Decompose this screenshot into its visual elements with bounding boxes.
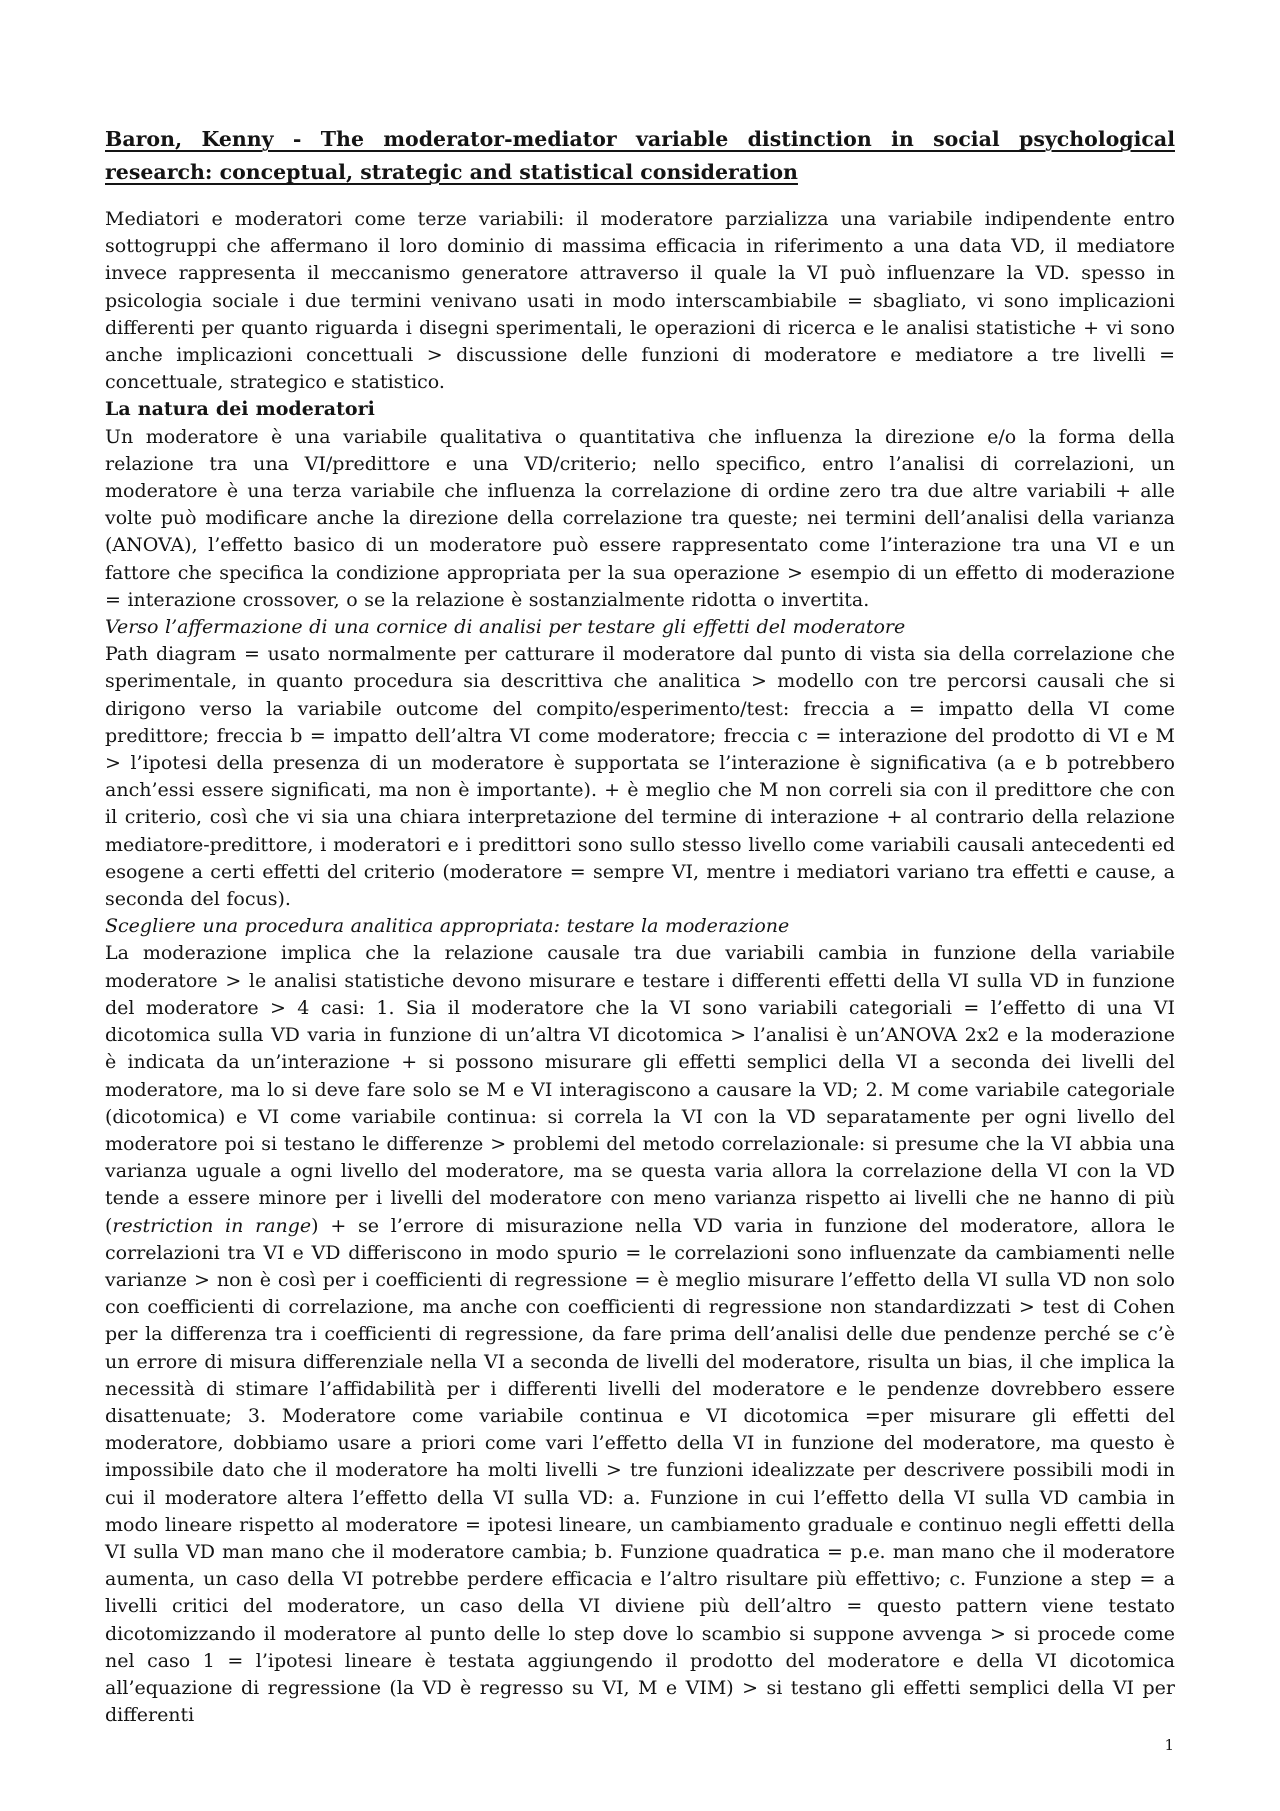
restriction-in-range-italic: restriction in range — [112, 1214, 312, 1237]
moderazione-text-2: ) + se l’errore di misurazione nella VD varia in funzione del moderatore, allora le correlazioni tra VI e VD differiscono in modo spurio = le correlazioni sono influenzate da cambiamenti nelle varianze > non è così per i coefficienti di regressione = è meglio misurare l’effetto della VI sulla VD non solo con coefficienti di correlazione, ma anche con coefficienti di regressione non standardizzati > test di Cohen per la differenza tra i coefficienti di regressione, da fare prima dell’analisi delle due pendenze perché se c’è un errore di misura differenziale nella VI a seconda de livelli del moderatore, risulta un bias, il che implica la necessità di stimare l’affidabilità per i differenti livelli del moderatore e le pendenze dovrebbero essere disattenuate; 3. Moderatore come variabile continua e VI dicotomica =per misurare gli effetti del moderatore, dobbiamo usare a priori come vari l’effetto della VI in funzione del moderatore, ma questo è impossibile dato che il moderatore ha molti livelli > tre funzioni idealizzate per descrivere possibili modi in cui il moderatore altera l’effetto della VI sulla VD: a. Funzione in cui l’effetto della VI sulla VD cambia in modo lineare rispetto al moderatore = ipotesi lineare, un cambiamento graduale e continuo negli effetti della VI sulla VD man mano che il moderatore cambia; b. Funzione quadratica = p.e. man mano che il moderatore aumenta, un caso della VI potrebbe perdere efficacia e l’altro risultare più effettivo; c. Funzione a step = a livelli critici del moderatore, un caso della VI diviene più dell’altro = questo pattern viene testato dicotomizzando il moderatore al punto delle lo step dove lo scambio si suppone avvenga > si procede come nel caso 1 = l’ipotesi lineare è testata aggiungendo il prodotto del moderatore e della VI dicotomica all’equazione di regressione (la VD è regresso su VI, M e VIM) > si testano gli effetti semplici della VI per differenti — [105, 1214, 1175, 1727]
section-heading-verso-affermazione: Verso l’affermazione di una cornice di analisi per testare gli effetti del moderatore — [105, 616, 906, 639]
paragraph-natura-moderatori: Un moderatore è una variabile qualitativa o quantitativa che influenza la direzione e/o la forma della relazione tra una VI/predittore e una VD/criterio; nello specifico, entro l’analisi di correlazioni, un moderatore è una terza variabile che influenza la correlazione di ordine zero tra due altre variabili + alle volte può modificare anche la direzione della correlazione tra queste; nei termini dell’analisi della varianza (ANOVA), l’effetto basico di un moderatore può essere rappresentato come l’interazione tra una VI e un fattore che specifica la condizione appropriata per la sua operazione > esempio di un effetto di moderazione = interazione crossover, o se la relazione è sostanzialmente ridotta o invertita. — [105, 425, 1175, 611]
paragraph-moderazione — [105, 940, 1175, 1729]
document-content — [105, 123, 1175, 1729]
document-body — [105, 206, 1175, 1729]
moderazione-text-1: La moderazione implica che la relazione causale tra due variabili cambia in funzione della variabile moderatore > le analisi statistiche devono misurare e testare i differenti effetti della VI sulla VD in funzione del moderatore > 4 casi: 1. Sia il moderatore che la VI sono variabili categoriali = l’effetto di una VI dicotomica sulla VD varia in funzione di un’altra VI dicotomica > l’analisi è un’ANOVA 2x2 e la moderazione è indicata da un’interazione + si possono misurare gli effetti semplici della VI a seconda dei livelli del moderatore, ma lo si deve fare solo se M e VI interagiscono a causare la VD; 2. M come variabile categoriale (dicotomica) e VI come variabile continua: si correla la VI con la VD separatamente per ogni livello del moderatore poi si testano le differenze > problemi del metodo correlazionale: si presume che la VI abbia una varianza uguale a ogni livello del moderatore, ma se questa varia allora la correlazione della VI con la VD tende a essere minore per i livelli del moderatore con meno varianza rispetto ai livelli che ne hanno di più ( — [105, 942, 1175, 1237]
page-number: 1 — [1164, 1736, 1174, 1754]
paragraph-intro: Mediatori e moderatori come terze variabili: il moderatore parzializza una variabile indipendente entro sottogruppi che affermano il loro dominio di massima efficacia in riferimento a una data VD, il mediatore invece rappresenta il meccanismo generatore attraverso il quale la VI può influenzare la VD. spesso in psicologia sociale i due termini venivano usati in modo interscambiabile = sbagliato, vi sono implicazioni differenti per quanto riguarda i disegni sperimentali, le operazioni di ricerca e le analisi statistiche + vi sono anche implicazioni concettuali > discussione delle funzioni di moderatore e mediatore a tre livelli = concettuale, strategico e statistico. — [105, 208, 1175, 394]
document-title: Baron, Kenny - The moderator-mediator variable distinction in social psychological research: conceptual, strategic and statistical consideration — [105, 127, 1175, 184]
section-heading-natura-moderatori: La natura dei moderatori — [105, 398, 375, 421]
paragraph-path-diagram: Path diagram = usato normalmente per catturare il moderatore dal punto di vista sia della correlazione che sperimentale, in quanto procedura sia descrittiva che analitica > modello con tre percorsi causali che si dirigono verso la variabile outcome del compito/esperimento/test: freccia a = impatto della VI come predittore; freccia b = impatto dell’altra VI come moderatore; freccia c = interazione del prodotto di VI e M > l’ipotesi della presenza di un moderatore è supportata se l’interazione è significativa (a e b potrebbero anch’essi essere significati, ma non è importante). + è meglio che M non correli sia con il predittore che con il criterio, così che vi sia una chiara interpretazione del termine di interazione + al contrario della relazione mediatore-predittore, i moderatori e i predittori sono sullo stesso livello come variabili causali antecedenti ed esogene a certi effetti del criterio (moderatore = sempre VI, mentre i mediatori variano tra effetti e cause, a seconda del focus). — [105, 643, 1175, 911]
section-heading-scegliere-procedura: Scegliere una procedura analitica appropriata: testare la moderazione — [105, 915, 790, 938]
